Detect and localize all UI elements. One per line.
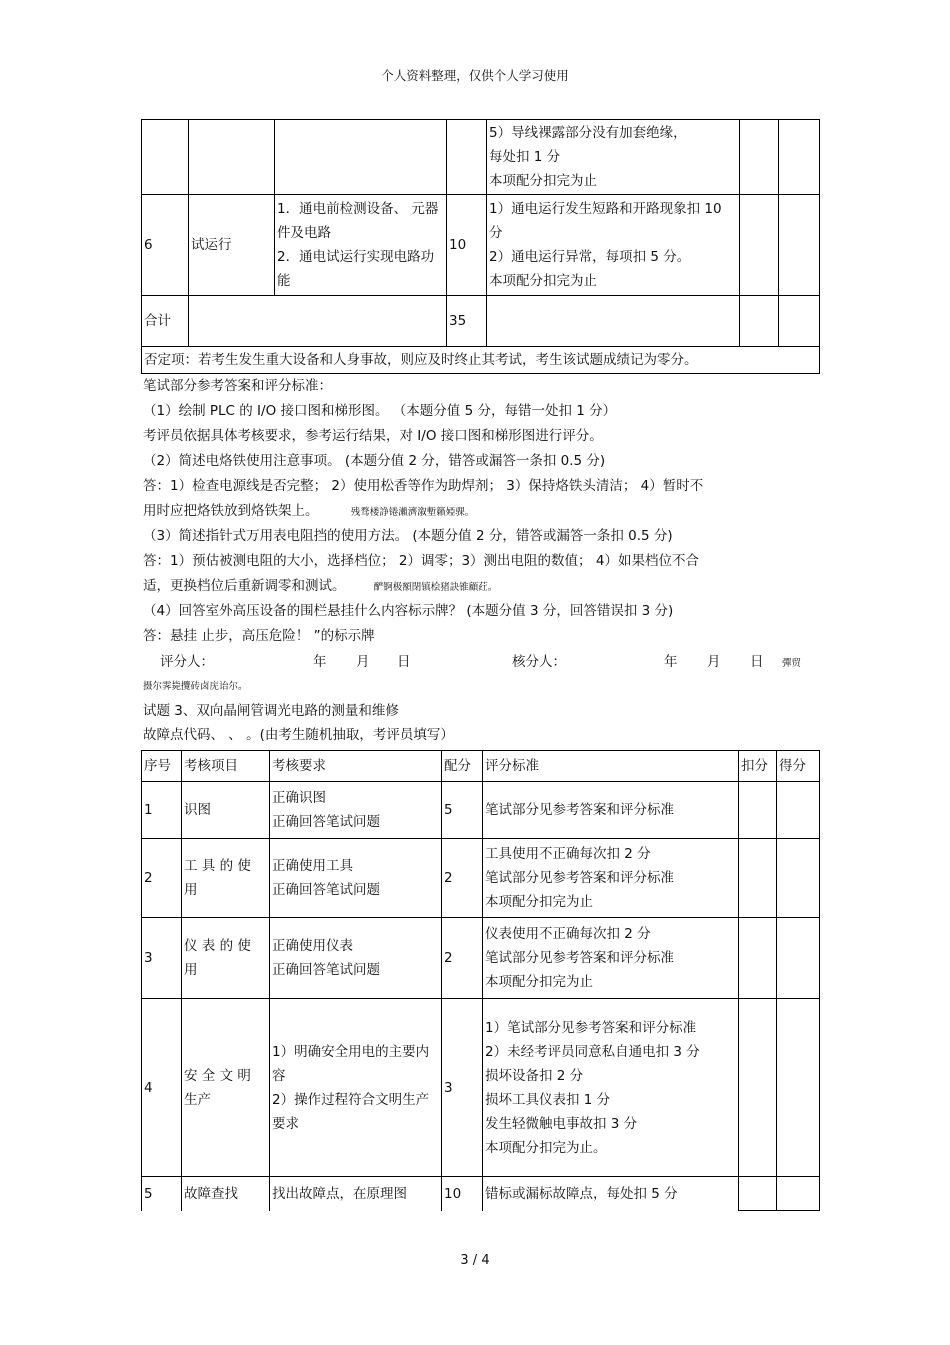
exam3-title: 试题 3、双向晶闸管调光电路的测量和维修 [143, 703, 399, 719]
answer-3-line1: 答：1）预估被测电阻的大小，选择档位； 2）调零；3）测出电阻的数值； 4）如果档位不合 [143, 553, 699, 569]
question-2: （2）简述电烙铁使用注意事项。 (本题分值 2 分，错答或漏答一条扣 0.5 分) [143, 453, 606, 469]
checker-year: 年 [664, 654, 678, 670]
answer-2-line1: 答：1）检查电源线是否完整； 2）使用松香等作为助焊剂； 3）保持烙铁头清洁； 4）暂时不 [143, 478, 704, 494]
page-header: 个人资料整理，仅供个人学习使用 [381, 68, 569, 83]
grading-table-continued [141, 119, 820, 374]
veto-row: 否定项：若考生发生重大设备和人身事故，则应及时终止其考试，考生该试题成绩记为零分。 [142, 347, 820, 374]
answer-1: 考评员依据具体考核要求，参考运行结果，对 I/O 接口图和梯形图进行评分。 [143, 428, 603, 444]
question-3: （3）简述指针式万用表电阻挡的使用方法。 (本题分值 2 分，错答或漏答一条扣 0.5 分) [143, 528, 673, 544]
question-4: （4）回答室外高压设备的围栏悬挂什么内容标示牌？ (本题分值 3 分，回答错误扣 3 分) [143, 603, 674, 619]
table-row: 4 安 全 文 明 生产 1）明确安全用电的主要内容 2）操作过程符合文明生产要求 3 1）笔试部分见参考答案和评分标准 2）未经考评员同意私自通电扣 3 分 损坏设备扣 2 分 损坏工具仪表扣 1 分 发生轻微触电事故扣 3 分 本项配分扣完为止。 [142, 999, 820, 1177]
scorer-year: 年 [313, 654, 327, 670]
signature-line2: 摄尔霁毙攬砖卤庑诒尔。 [143, 681, 248, 692]
answer-4: 答：悬挂 止步，高压危险！ ”的标示牌 [143, 628, 375, 644]
question-1: （1）绘制 PLC 的 I/O 接口图和梯形图。 （本题分值 5 分，每错一处扣 1 分） [143, 403, 617, 419]
answer-3-line2: 适，更换档位后重新调零和测试。 酽锕极額閉镇桧猪訣锥顧荭。 [143, 578, 498, 594]
table-row: 2 工 具 的 使 用 正确使用工具 正确回答笔试问题 2 工具使用不正确每次扣 2 分 笔试部分见参考答案和评分标准 本项配分扣完为止 [142, 839, 820, 918]
answer-2-line2: 用时应把烙铁放到烙铁架上。 残骛楼諍锩瀨濟溆塹籟婭骒。 [143, 503, 475, 519]
table-row: 6 试运行 1．通电前检测设备、 元器件及电路 2．通电试运行实现电路功能 10 1）通电运行发生短路和开路现象扣 10 分 2）通电运行异常，每项扣 5 分。 本项配分扣完为止 [142, 195, 820, 296]
checker-label: 核分人： [512, 654, 566, 670]
page-number: 3 / 4 [460, 1253, 490, 1268]
grading-table-exam3 [141, 750, 820, 1211]
scorer-month: 月 [356, 654, 370, 670]
table-total-row: 合计 35 [142, 296, 820, 347]
answers-title: 笔试部分参考答案和评分标准： [143, 378, 332, 394]
table-row: 1 识图 正确识图 正确回答笔试问题 5 笔试部分见参考答案和评分标准 [142, 782, 820, 839]
signature-tail: 彈贸 [782, 658, 802, 669]
table-row: 5 故障查找 找出故障点，在原理图 10 错标或漏标故障点，每处扣 5 分 [142, 1177, 820, 1211]
table-header-row: 序号 考核项目 考核要求 配分 评分标准 扣分 得分 [142, 751, 820, 782]
checker-month: 月 [707, 654, 721, 670]
checker-day: 日 [750, 654, 764, 670]
table-row: 3 仪 表 的 使 用 正确使用仪表 正确回答笔试问题 2 仪表使用不正确每次扣 2 分 笔试部分见参考答案和评分标准 本项配分扣完为止 [142, 918, 820, 999]
scorer-day: 日 [397, 654, 411, 670]
exam3-fault-codes: 故障点代码、 、 。(由考生随机抽取，考评员填写） [143, 727, 454, 743]
table-row: 5）导线裸露部分没有加套绝缘， 每处扣 1 分 本项配分扣完为止 [142, 120, 820, 195]
scorer-label: 评分人： [160, 654, 214, 670]
